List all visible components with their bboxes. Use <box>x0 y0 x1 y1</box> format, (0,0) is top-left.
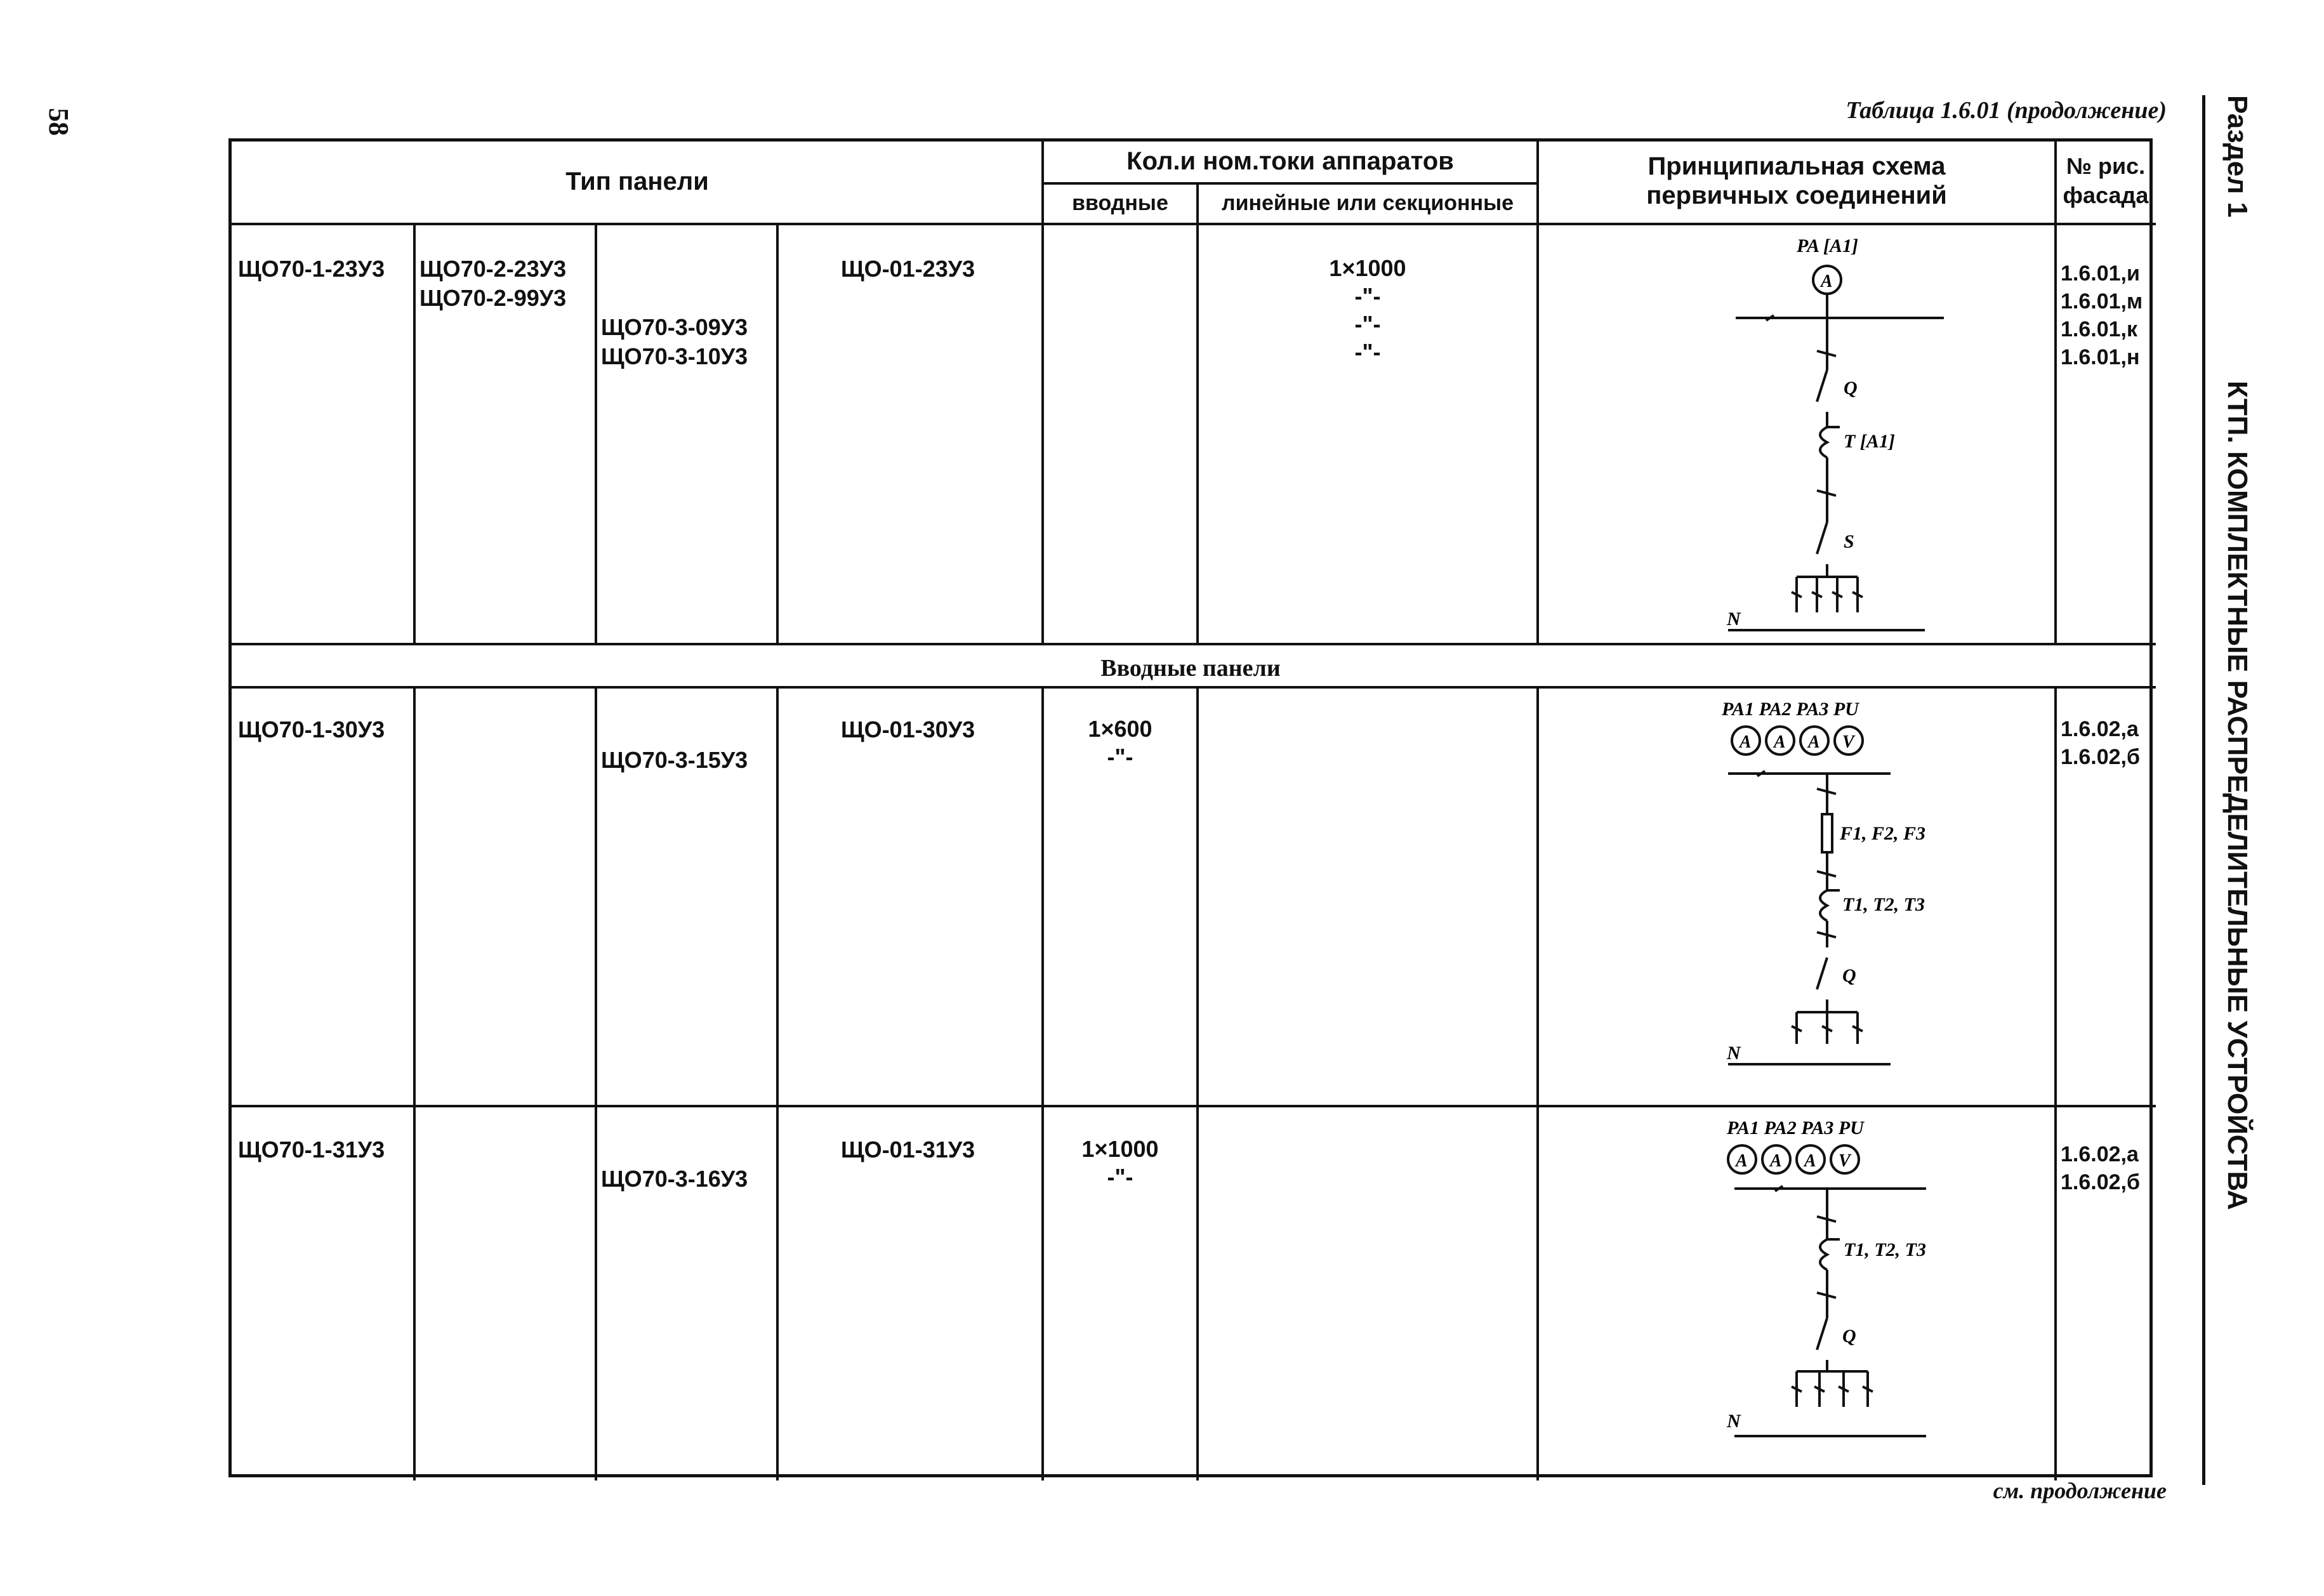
header-fig: № рис. фасада <box>2063 153 2149 208</box>
panel-table <box>228 138 2153 1477</box>
schematic2-meter-label: PA1 PA2 PA3 PU <box>1722 699 1859 720</box>
schematic2-f: F1, F2, F3 <box>1840 823 1926 844</box>
schematic3-meter-3: A <box>1804 1151 1816 1171</box>
schematic-row1 <box>1538 224 2056 644</box>
schematic3-meter-2: A <box>1770 1151 1782 1171</box>
schematic1-q: Q <box>1844 378 1858 399</box>
schematic-row2 <box>1538 687 2056 1106</box>
table-caption: Таблица 1.6.01 (продолжение) <box>1845 97 2167 124</box>
schematic2-meter-1: A <box>1740 732 1752 752</box>
sidebar-rule <box>2202 95 2212 1485</box>
schematic1-t: T [A1] <box>1844 431 1895 452</box>
row3-fig: 1.6.02,а 1.6.02,б <box>2061 1142 2140 1194</box>
row2-type-4: ЩО-01-30У3 <box>841 716 975 742</box>
row3-input: 1×1000 -"- <box>1081 1136 1159 1190</box>
schematic2-t: T1, T2, T3 <box>1842 894 1925 915</box>
schematic3-t: T1, T2, T3 <box>1844 1239 1926 1260</box>
schematic2-q: Q <box>1842 965 1856 986</box>
schematic2-meter-4: V <box>1842 732 1854 752</box>
schematic2-meter-2: A <box>1774 732 1786 752</box>
schematic2-meter-3: A <box>1808 732 1820 752</box>
row1-fig: 1.6.01,и 1.6.01,м 1.6.01,к 1.6.01,н <box>2061 261 2143 369</box>
schematic-row3 <box>1538 1106 2056 1481</box>
row3-type-4: ЩО-01-31У3 <box>841 1137 975 1163</box>
row2-fig: 1.6.02,а 1.6.02,б <box>2061 717 2140 769</box>
header-line: линейные или секционные <box>1221 191 1514 215</box>
continuation-note: см. продолжение <box>1993 1478 2167 1503</box>
row1-type-4: ЩО-01-23У3 <box>841 256 975 282</box>
row1-type-2: ЩО70-2-23У3 ЩО70-2-99У3 <box>419 256 567 311</box>
header-input: вводные <box>1072 191 1168 215</box>
row1-type-3: ЩО70-3-09У3 ЩО70-3-10У3 <box>601 314 748 369</box>
section-title: КТП. КОМПЛЕКТНЫЕ РАСПРЕДЕЛИТЕЛЬНЫЕ УСТРОЙСТВА <box>2222 381 2253 1210</box>
page-number: 58 <box>43 108 74 136</box>
header-qty-group: Кол.и ном.токи аппаратов <box>1126 147 1454 175</box>
schematic1-meter-a: A <box>1821 272 1833 291</box>
row1-type-1: ЩО70-1-23У3 <box>238 256 385 282</box>
schematic2-n: N <box>1727 1043 1741 1064</box>
row2-type-1: ЩО70-1-30У3 <box>238 716 385 742</box>
header-panel-type: Тип панели <box>565 168 709 195</box>
row2-input: 1×600 -"- <box>1088 716 1152 770</box>
schematic1-n: N <box>1727 609 1741 630</box>
schematic3-n: N <box>1727 1411 1741 1432</box>
schematic3-meter-4: V <box>1839 1151 1851 1171</box>
schematic1-s: S <box>1844 531 1854 552</box>
section-label: Раздел 1 <box>2222 95 2253 218</box>
row1-line: 1×1000 -"- -"- -"- <box>1329 255 1406 365</box>
row2-type-3: ЩО70-3-15У3 <box>601 747 748 773</box>
schematic3-meter-1: A <box>1736 1151 1748 1171</box>
band-input-panels: Вводные панели <box>1100 655 1281 682</box>
row3-type-3: ЩО70-3-16У3 <box>601 1166 748 1192</box>
row3-type-1: ЩО70-1-31У3 <box>238 1137 385 1163</box>
schematic1-meter-label: PA [A1] <box>1797 235 1858 256</box>
schematic3-meter-label: PA1 PA2 PA3 PU <box>1727 1118 1864 1138</box>
schematic3-q: Q <box>1842 1326 1856 1347</box>
header-scheme: Принципиальная схема первичных соединений <box>1646 152 1947 209</box>
